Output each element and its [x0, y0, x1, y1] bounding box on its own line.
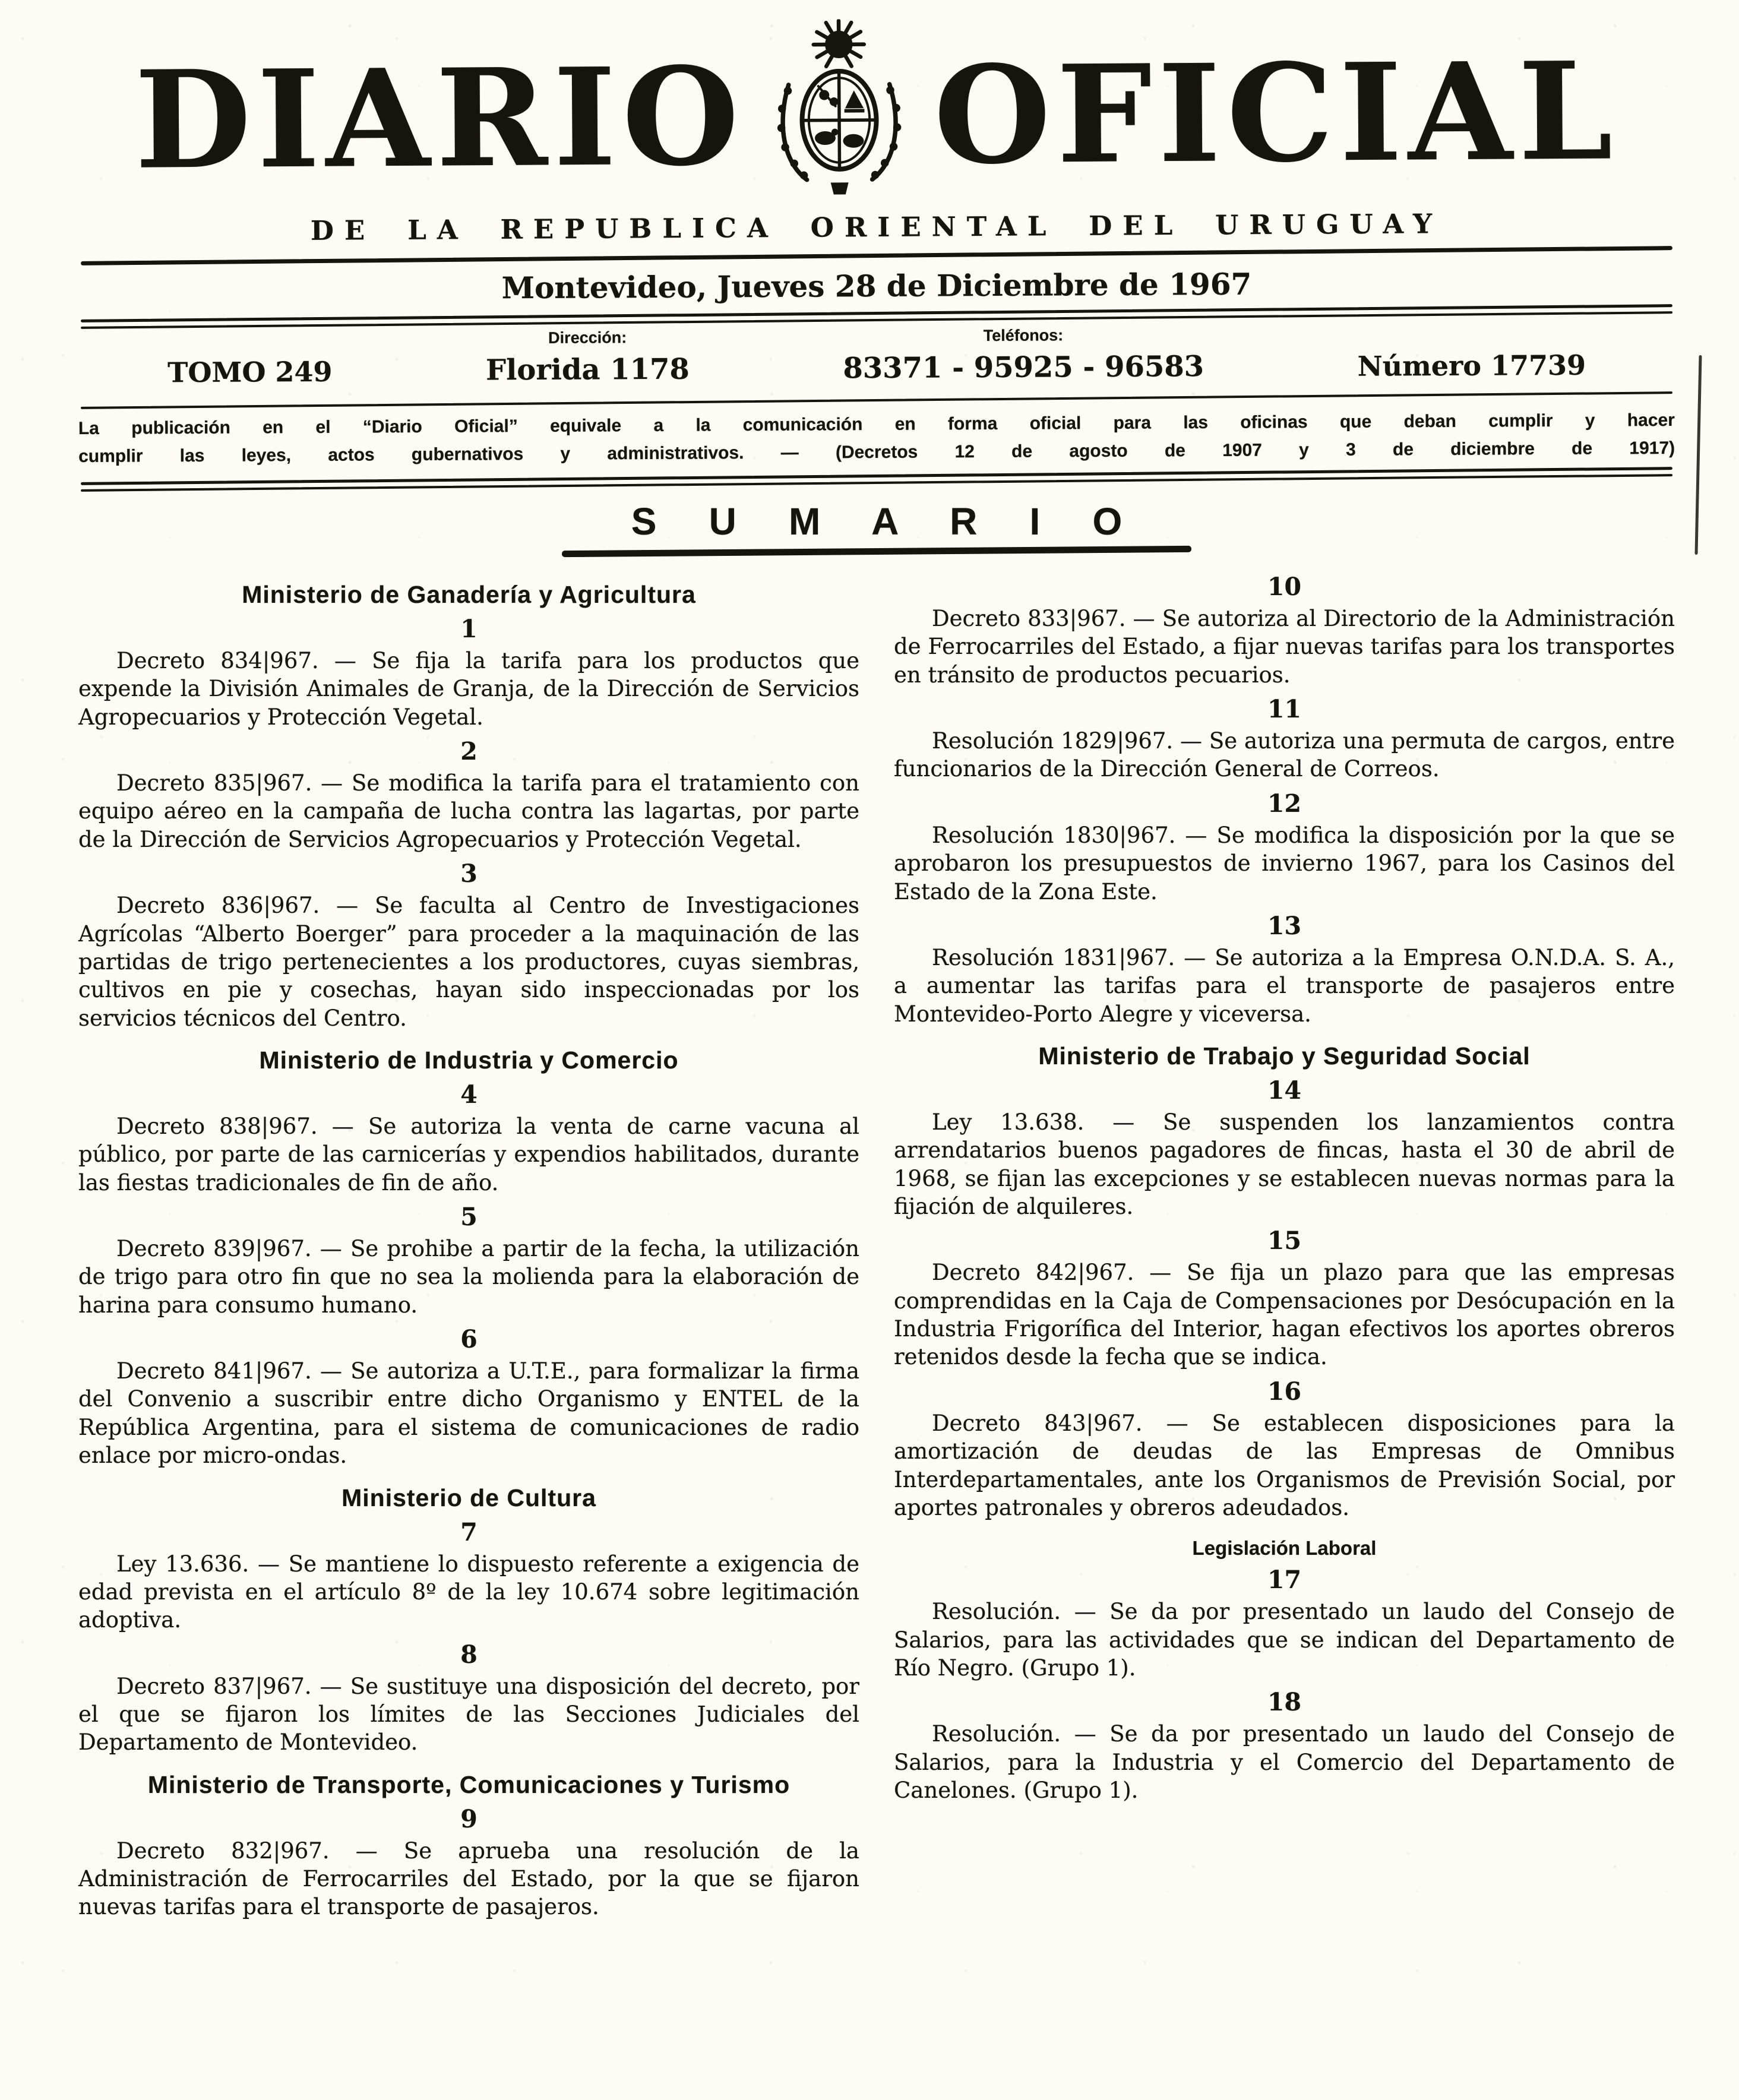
uruguay-coat-of-arms-icon: [764, 19, 914, 207]
rule-under-subtitle: [81, 246, 1672, 265]
phones-label: Teléfonos:: [983, 326, 1064, 345]
summary-entry: Decreto 839|967. — Se prohibe a partir de la fecha, la utilización de trigo para otro fin que no sea la molienda para la elaboración de harina para consumo humano.: [78, 1236, 859, 1318]
entry-number: 16: [1267, 1377, 1302, 1406]
rule-under-legal-notice: [81, 467, 1672, 492]
summary-columns: [78, 567, 1675, 1927]
ministry-heading: Ministerio de Cultura: [342, 1484, 596, 1511]
summary-title-underline: [562, 546, 1191, 557]
phones-cell: [843, 325, 1204, 385]
entry-number: 2: [460, 737, 478, 766]
summary-entry: Decreto 842|967. — Se fija un plazo para que las empresas comprendidas en la Caja de Compensaciones por Desócupación en la Industria Frigorífica del Interior, hagan efectivos los aportes obreros retenidos desde la fecha que se indica.: [894, 1260, 1675, 1370]
entry-number: 17: [1267, 1565, 1302, 1595]
summary-entry: Resolución 1830|967. — Se modifica la disposición por la que se aprobaron los presupuestos de invierno 1967, para los Casinos del Estado de la Zona Este.: [894, 822, 1675, 904]
address-label: Dirección:: [548, 328, 627, 347]
entry-number: 6: [460, 1325, 478, 1354]
entry-number: 15: [1267, 1226, 1302, 1255]
summary-column-right: [894, 567, 1675, 1927]
ministry-heading: Ministerio de Transporte, Comunicaciones y Turismo: [147, 1770, 791, 1798]
entry-number: 8: [460, 1640, 478, 1669]
summary-entry: Decreto 835|967. — Se modifica la tarifa para el tratamiento con equipo aéreo en la campaña de lucha contra las lagartas, por parte de la Dirección de Servicios Agropecuarios y Protección Vegetal.: [78, 770, 859, 852]
ministry-heading: Ministerio de Trabajo y Seguridad Social: [1038, 1042, 1531, 1070]
legal-notice: [78, 407, 1675, 470]
summary-entry: Ley 13.636. — Se mantiene lo dispuesto referente a exigencia de edad prevista en el artículo 8º de la ley 10.674 sobre legitimación adoptiva.: [78, 1551, 859, 1633]
summary-entry: Decreto 836|967. — Se faculta al Centro de Investigaciones Agrícolas “Alberto Boerger” para proceder a la maquinación de las partidas de trigo pertenecientes a los productores, cuyas siembras, cultivos en pie y cosechas, hayan sido inspeccionadas por los servicios técnicos del Centro.: [78, 893, 859, 1031]
entry-number: 7: [460, 1517, 478, 1546]
entry-number: 11: [1267, 695, 1302, 724]
address-value: Florida 1178: [485, 352, 690, 387]
summary-entry: Decreto 838|967. — Se autoriza la venta de carne vacuna al público, por parte de las carnicerías y expendios habilitados, durante las fiestas tradicionales de fin de año.: [78, 1113, 859, 1196]
summary-entry: Resolución 1831|967. — Se autoriza a la Empresa O.N.D.A. S. A., a aumentar las tarifas para el transporte de pasajeros entre Montevideo-Porto Alegre y viceversa.: [894, 944, 1675, 1027]
summary-entry: Resolución 1829|967. — Se autoriza una permuta de cargos, entre funcionarios de la Dirección General de Correos.: [894, 728, 1675, 782]
entry-number: 4: [460, 1080, 478, 1109]
issue-number-value: Número 17739: [1357, 349, 1586, 382]
masthead-subtitle: DE LA REPUBLICA ORIENTAL DEL URUGUAY: [310, 208, 1443, 246]
masthead-title-right: OFICIAL: [933, 33, 1619, 195]
summary-entry: Ley 13.638. — Se suspenden los lanzamientos contra arrendatarios buenos pagadores de fincas, hasta el 30 de abril de 1968, se fijan las excepciones y se establecen nuevas normas para la fijación de alquileres.: [894, 1109, 1675, 1220]
legal-notice-line2: cumplir las leyes, actos gubernativos y administrativos. — (Decretos 12 de agosto de 1907 y 3 de diciembre de 1917): [78, 438, 1675, 466]
rule-under-info-row: [81, 391, 1672, 409]
subsection-heading: Legislación Laboral: [1192, 1537, 1377, 1560]
summary-entry: Decreto 837|967. — Se sustituye una disposición del decreto, por el que se fijaron los límites de las Secciones Judiciales del Departamento de Montevideo.: [78, 1673, 859, 1756]
entry-number: 13: [1267, 911, 1302, 940]
entry-number: 10: [1267, 573, 1302, 601]
summary-column-left: [78, 567, 859, 1927]
summary-entry: Decreto 833|967. — Se autoriza al Directorio de la Administración de Ferrocarriles del Estado, a fijar nuevas tarifas para los transportes en tránsito de productos pecuarios.: [894, 606, 1675, 688]
entry-number: 14: [1267, 1076, 1302, 1105]
phones-value: 83371 - 95925 - 96583: [843, 350, 1204, 385]
legal-notice-line1: La publicación en el “Diario Oficial” equivale a la comunicación en forma oficial para las oficinas que deban cumplir y hacer: [78, 410, 1675, 439]
entry-number: 9: [460, 1804, 478, 1833]
entry-number: 12: [1267, 789, 1302, 818]
entry-number: 18: [1267, 1688, 1302, 1717]
summary-entry: Decreto 841|967. — Se autoriza a U.T.E., para formalizar la firma del Convenio a suscribir entre dicho Organismo y ENTEL de la República Argentina, para el sistema de comunicaciones de radio enlace por micro-ondas.: [78, 1358, 859, 1469]
entry-number: 5: [460, 1203, 478, 1232]
header-info-row: [78, 317, 1675, 393]
ministry-heading: Ministerio de Ganadería y Agricultura: [242, 581, 696, 608]
masthead-title-left: DIARIO: [134, 38, 746, 200]
entry-number: 1: [460, 615, 478, 643]
scan-edge-mark: [1694, 355, 1702, 555]
address-cell: [486, 328, 690, 387]
masthead: [78, 23, 1675, 210]
volume-value: TOMO 249: [167, 355, 333, 389]
summary-entry: Decreto 832|967. — Se aprueba una resolución de la Administración de Ferrocarriles del Estado, por la que se fijaron nuevas tarifas para el transporte de pasajeros.: [78, 1838, 859, 1920]
summary-title: S U M A R I O: [631, 500, 1143, 543]
ministry-heading: Ministerio de Industria y Comercio: [259, 1046, 679, 1074]
summary-entry: Resolución. — Se da por presentado un laudo del Consejo de Salarios, para las actividades que se indican del Departamento de Río Negro. (Grupo 1).: [894, 1599, 1675, 1681]
summary-entry: Resolución. — Se da por presentado un laudo del Consejo de Salarios, para la Industria y el Comercio del Departamento de Canelones. (Grupo 1).: [894, 1721, 1675, 1804]
summary-entry: Decreto 843|967. — Se establecen disposiciones para la amortización de deudas de las Empresas de Omnibus Interdepartamentales, ante los Organismos de Previsión Social, por aportes patronales y obreros adeudados.: [894, 1410, 1675, 1520]
entry-number: 3: [460, 859, 478, 888]
issue-number-cell: [1358, 349, 1586, 382]
summary-entry: Decreto 834|967. — Se fija la tarifa para los productos que expende la División Animales de Granja, de la Dirección de Servicios Agropecuarios y Protección Vegetal.: [78, 648, 859, 730]
dateline: Montevideo, Jueves 28 de Diciembre de 1967: [501, 266, 1252, 306]
volume-cell: [167, 356, 333, 388]
